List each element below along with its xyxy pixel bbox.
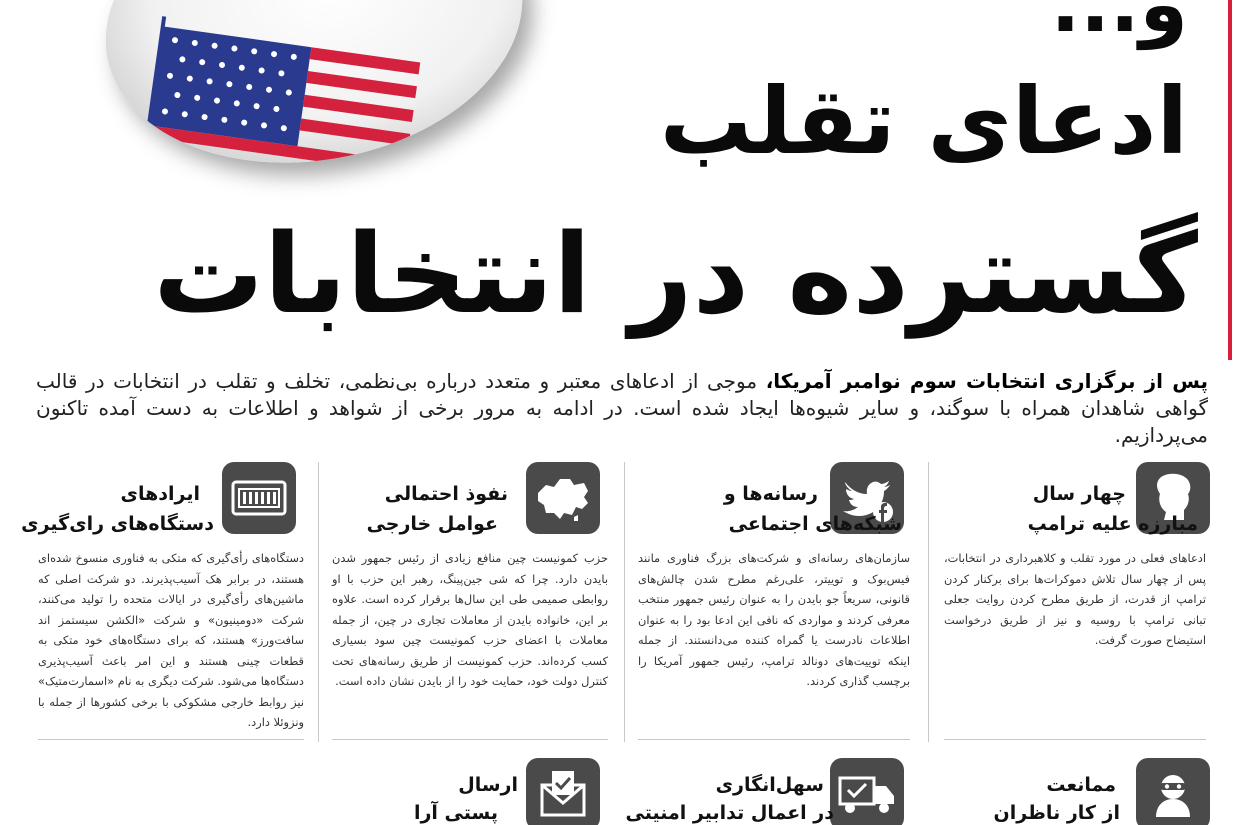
lead-paragraph: [36, 368, 1208, 449]
lead-bold: پس از برگزاری انتخابات سوم نوامبر آمریکا،: [765, 369, 1208, 393]
column-4-body: دستگاه‌های رأی‌گیری که متکی به فناوری منسوخ شده‌ای هستند، در برابر هک آسیب‌پذیرند. دو شرکت اصلی که ماشین‌های رأی‌گیری در ایالات متحده را تولید می‌کنند، شرکت «دومینیون» و شرکت «الکشن سیستمز اند سافت‌ورز» هستند، که برای دستگاه‌های خود متکی به قطعات چینی هستند و این امر باعث آسیب‌پذیری دستگاه‌ها می‌شود. شرکت دیگری به نام «اسمارت‌متیک» نیز روابط خارجی مشکوکی با برخی کشورها از جمله با ونزوئلا دارد.: [38, 551, 304, 729]
lead-rest: موجی از ادعاهای معتبر و متعدد درباره بی‌نظمی، تخلف و تقلب در انتخابات در قالب گواهی شاهدان همراه با سوگند، و سایر شیوه‌ها ایجاد شده است. در ادامه به مرور برخی از شواهد و اطلاعات به دست آمده تاکنون می‌پردازیم.: [36, 369, 1208, 447]
column-divider: [624, 462, 625, 742]
bottom-1-title-1: ممانعت: [1046, 774, 1116, 796]
column-1-body: ادعاهای فعلی در مورد تقلب و کلاهبرداری در انتخابات، پس از چهار سال تلاش دموکرات‌ها برای برکنار کردن ترامپ از قدرت، از طریق مطرح کردن روایت جعلی تبانی ترامپ با روسیه و نیز از طریق درخواست استیضاح صورت گرفت.: [944, 551, 1206, 647]
bottom-2-title-1: سهل‌انگاری: [715, 774, 824, 796]
column-1-title-1: چهار سال: [1032, 483, 1126, 505]
headline-line-1: و...: [1050, 0, 1188, 50]
i-voted-sticker: [83, 0, 545, 194]
headline-line-2: ادعای تقلب: [659, 68, 1188, 175]
column-4-title-1: ایرادهای: [120, 483, 200, 505]
headline-accent-rule: [1228, 0, 1232, 360]
column-3-body: حزب کمونیست چین منافع زیادی از رئیس جمهور شدن بایدن دارد. چرا که شی جین‌پینگ، رهبر این حزب با او روابطی صمیمی طی این سال‌ها برقرار کرده است. علاوه بر این، خانواده بایدن از معاملات تجاری در چین، از جمله معاملات با اعضای حزب کمونیست چین سود بسیاری کسب کرده‌اند. حزب کمونیست از طریق رسانه‌های تحت کنترل دولت خود، حمایت خود را از بایدن نشان داده است.: [332, 551, 608, 688]
row-divider: [38, 739, 304, 740]
china-map-icon: [526, 462, 600, 534]
headline-line-3: گسترده در انتخابات: [153, 210, 1198, 338]
bottom-3-title-1: ارسال: [458, 774, 518, 796]
voting-machine-icon: [222, 462, 296, 534]
column-1-title-2: مبارزه علیه ترامپ: [1027, 513, 1198, 535]
masked-person-icon: [1136, 758, 1210, 825]
column-2-title-2: شبکه‌های اجتماعی: [728, 513, 902, 535]
row-divider: [332, 739, 608, 740]
mail-ballot-icon: [526, 758, 600, 825]
flag-illustration: [83, 0, 545, 194]
column-3-title-2: عوامل خارجی: [366, 513, 498, 535]
column-4-title-2: دستگاه‌های رای‌گیری: [21, 513, 214, 535]
bottom-2-title-2: در اعمال تدابیر امنیتی: [625, 802, 834, 824]
column-divider: [928, 462, 929, 742]
row-divider: [944, 739, 1206, 740]
column-3-title-1: نفوذ احتمالی: [384, 483, 508, 505]
delivery-truck-icon: [830, 758, 904, 825]
row-divider: [638, 739, 910, 740]
bottom-1-title-2: از کار ناظران: [993, 802, 1120, 824]
bottom-3-title-2: پستی آرا: [413, 802, 498, 824]
column-2-title-1: رسانه‌ها و: [723, 483, 818, 505]
column-2-body: سازمان‌های رسانه‌ای و شرکت‌های بزرگ فناوری مانند فیس‌بوک و توییتر، علی‌رغم مطرح شدن چالش‌های قانونی، سریعاً جو بایدن را به عنوان رئیس جمهور منتخب معرفی کردند و مواردی که نافی این ادعا بود را به عنوان اطلاعات نادرست یا گمراه کننده می‌دانستند. از جمله اینکه توییت‌های دونالد ترامپ، رئیس جمهور آمریکا را برچسب گذاری کردند.: [638, 551, 910, 688]
column-divider: [318, 462, 319, 742]
